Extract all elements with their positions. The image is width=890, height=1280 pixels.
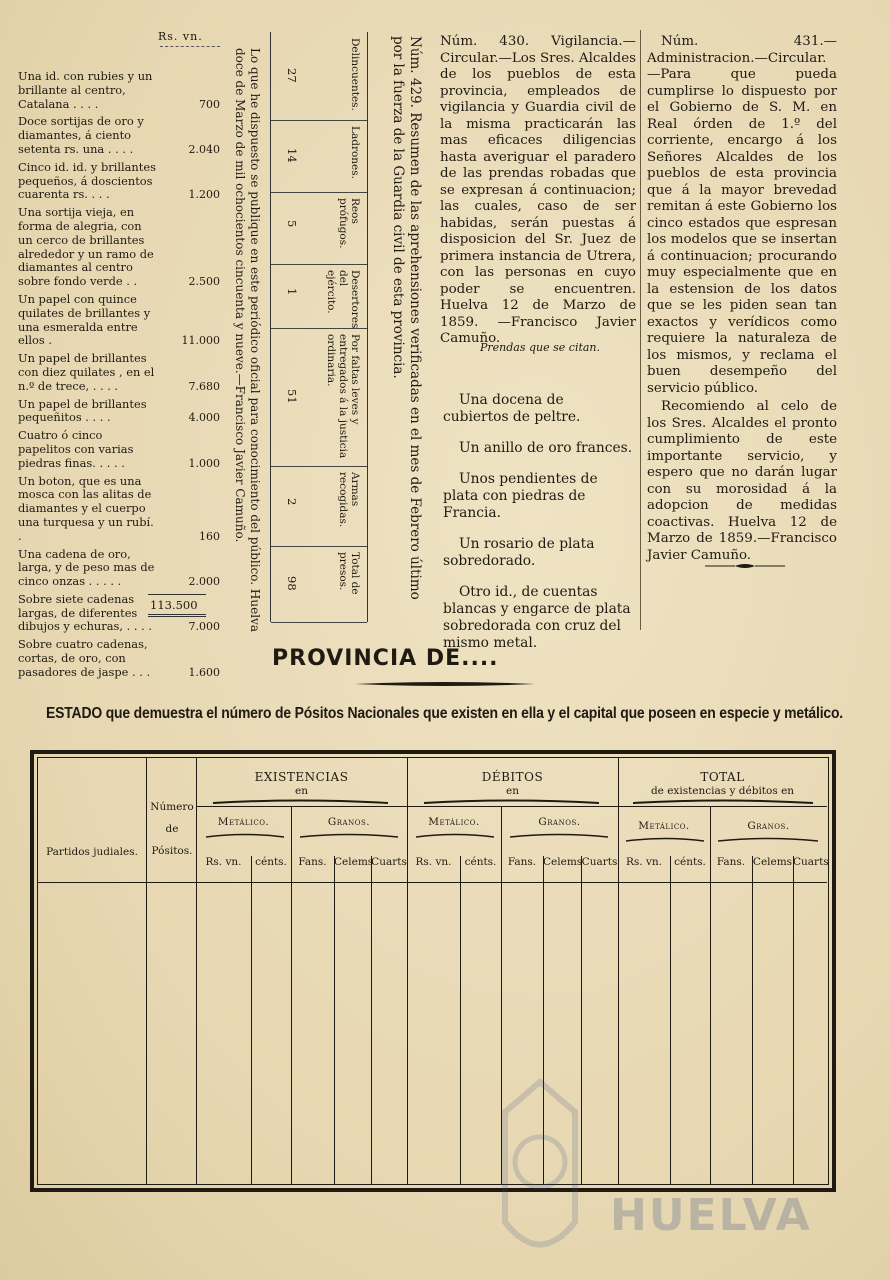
apprehension-value: 51 (285, 389, 299, 404)
item-description: Sobre cuatro cadenas, cortas, de oro, con pasadores de jaspe . . . (18, 637, 151, 679)
provincia-title: PROVINCIA DE.... (272, 646, 499, 671)
total-title: TOTAL (700, 770, 745, 784)
item-amount: 2.040 (188, 142, 220, 156)
leaf-column-header: Celems (543, 856, 583, 868)
archive-seal (485, 1072, 595, 1272)
valuation-item (18, 352, 228, 393)
apprehensions-table (270, 32, 368, 622)
provincia-rule (355, 681, 535, 687)
apprehension-value: 5 (285, 220, 299, 228)
leaf-column-header: Cuarts (581, 856, 618, 868)
apprehension-column (271, 264, 367, 329)
apprehension-column (271, 192, 367, 265)
item-amount: 700 (199, 97, 220, 111)
apprehension-label: Desertores del ejército. (325, 270, 361, 329)
prenda-item: Unos pendientes de plata con piedras de Francia. (443, 471, 598, 521)
valuation-item (18, 638, 228, 679)
total-sub: de existencias y débitos en (650, 785, 795, 797)
valuation-item (18, 548, 228, 589)
prenda-item: Un rosario de plata sobredorado. (443, 536, 595, 569)
brace (206, 832, 284, 838)
item-amount: 1.600 (188, 665, 220, 679)
apprehension-label: Total de presos. (337, 552, 361, 595)
prendas-title: Prendas que se citan. (480, 341, 601, 354)
debitos-title: DÉBITOS (481, 770, 544, 784)
col-line (251, 856, 252, 1184)
column-rule (640, 30, 641, 630)
existencias-title: EXISTENCIAS (254, 770, 349, 784)
item-description: Un boton, que es una mosca con las alitas de diamantes y el cuerpo una turquesa y un rubí. . (18, 473, 154, 543)
metalico-header: Metálico. (217, 816, 270, 828)
metalico-header: Metálico. (428, 816, 480, 828)
leaf-column-header: Celems (334, 856, 374, 868)
item-amount: 160 (199, 529, 220, 543)
item-description: Doce sortijas de oro y diamantes, á ciento setenta rs. una . . . . (18, 114, 144, 156)
apprehension-value: 1 (285, 288, 299, 296)
item-amount: 1.000 (188, 456, 220, 470)
granos-header: Granos. (747, 820, 790, 832)
leaf-column-header: Cuarts (371, 856, 407, 868)
brace (633, 798, 813, 804)
item-amount: 7.680 (188, 379, 220, 393)
debitos-sub: en (506, 785, 519, 797)
prendas-list (443, 392, 633, 666)
item-amount: 11.000 (181, 334, 220, 348)
apprehension-column (271, 466, 367, 547)
leaf-column-header: Celems (752, 856, 793, 868)
col-line (334, 856, 335, 1184)
leaf-column-header: Fans. (298, 856, 327, 868)
num431-paragraph-1: Núm. 431.—Administracion.—Circular.—Para que pueda cumplirse lo dispuesto por el Gobierno de S. M. en Real órden de 1.º del corriente, encargo á los Señores Alcaldes de los pueblos de esta provincia que á la mayor brevedad remitan á este Gobierno los cinco estados que espresan los modelos que se insertan á continuacion; procurando muy especialmente que en la estension de los datos que se les piden sean tan exactos y verídicos como requiere la naturaleza de los mismos, y reclama el buen desempeño del servicio público. (647, 34, 837, 396)
num431-column (647, 34, 837, 566)
col-line (670, 856, 671, 1184)
leaf-column-header: Fans. (507, 856, 537, 868)
valuation-item (18, 161, 228, 202)
partidos-header: Partidos judiales. (46, 846, 138, 858)
valuation-item (18, 206, 228, 289)
valuation-item (18, 115, 228, 156)
brace (416, 832, 494, 838)
col-line (793, 856, 794, 1184)
prenda-item: Otro id., de cuentas blancas y engarce de plata sobredorada con cruz del mismo metal. (443, 584, 631, 651)
leaf-column-header: Cuarts (793, 856, 829, 868)
item-amount: 2.000 (188, 575, 220, 589)
numero-header: Número de Pósitos. (150, 801, 194, 857)
leaf-column-header: Fans. (716, 856, 746, 868)
header-rule (160, 46, 220, 47)
apprehension-label: Ladrones. (349, 126, 361, 179)
positos-table (30, 750, 836, 1192)
apprehension-value: 98 (285, 576, 299, 591)
col-line (752, 856, 753, 1184)
brace (300, 832, 398, 838)
item-description: Una id. con rubies y un brillante al centro, Catalana . . . . (18, 69, 153, 111)
item-description: Cinco id. id. y brillantes pequeños, á doscientos cuarenta rs. . . . (18, 159, 156, 202)
num430-column (440, 34, 636, 348)
header-row-line (38, 882, 827, 883)
col-line (371, 856, 372, 1184)
valuation-item (18, 70, 228, 111)
apprehension-column (271, 328, 367, 467)
col-line (146, 758, 147, 1184)
apprehension-label: Delincuentes. (349, 38, 361, 111)
item-description: Sobre siete cadenas largas, de diferentes dibujos y echuras, . . . . (18, 591, 152, 634)
item-description: Un papel de brillantes pequeñitos . . . . (18, 396, 147, 425)
apprehension-label: Por faltas leves y entregados á la justicia ordinaria. (325, 334, 361, 459)
brace (510, 832, 608, 838)
leaf-column-header: Rs. vn. (625, 856, 662, 868)
apprehension-column (271, 32, 367, 121)
apprehension-column (271, 546, 367, 623)
watermark: HUELVA (610, 1190, 812, 1241)
item-amount: 1.200 (188, 188, 220, 202)
brace (424, 798, 599, 804)
item-amount: 4.000 (188, 411, 220, 425)
valuation-total: 113.500 (150, 598, 198, 612)
item-description: Una sortija vieja, en forma de alegria, con un cerco de brillantes alrededor y un ramo de diamantes al centro sobre fondo verde . . (18, 205, 154, 289)
num429-footer: Lo que he dispuesto se publique en este periódico oficial para conocimiento del público. Huelva doce de Marzo de mil ochocientos cincuenta y nueve.—Francisco Javier Camuño. (233, 48, 262, 632)
num430-text: Núm. 430. Vigilancia.—Circular.—Los Sres. Alcaldes de los pueblos de esta provincia, empleados de vigilancia y Guardia civil de la misma practicarán las mas eficaces diligencias hasta averiguar el paradero de las prendas robadas que se expresan á continuacion; las cuales, caso de ser habidas, serán puestas á disposicion del Sr. Juez de primera instancia de Utrera, con las personas en cuyo poder se encuentren. Huelva 12 de Marzo de 1859. —Francisco Javier Camuño. (440, 34, 636, 346)
brace (626, 836, 704, 842)
col-line (460, 856, 461, 1184)
brace (213, 798, 388, 804)
num429-heading: Núm. 429. Resumen de las aprehensiones verificadas en el mes de Febrero último por la fuerza de la Guardia civil de esta provincia. (390, 36, 423, 600)
apprehension-value: 27 (285, 68, 299, 83)
valuation-item (18, 475, 228, 544)
item-description: Cuatro ó cinco papelitos con varias piedras finas. . . . . (18, 428, 134, 470)
valuation-item (18, 429, 228, 470)
metalico-header: Metálico. (638, 820, 690, 832)
valuation-header: Rs. vn. (158, 30, 203, 43)
valuation-item (18, 398, 228, 426)
item-amount: 2.500 (188, 275, 220, 289)
apprehension-value: 14 (285, 148, 299, 163)
item-amount: 7.000 (188, 620, 220, 634)
leaf-column-header: Rs. vn. (205, 856, 242, 868)
positos-table-inner (37, 757, 829, 1185)
valuation-items (18, 70, 228, 684)
leaf-column-header: cénts. (255, 856, 287, 868)
granos-header: Granos. (538, 816, 581, 828)
brace (718, 836, 818, 842)
leaf-column-header: Rs. vn. (415, 856, 452, 868)
total-rule (148, 594, 206, 595)
apprehension-label: Armas recogidas. (337, 472, 361, 528)
leaf-column-header: cénts. (674, 856, 706, 868)
prenda-item: Una docena de cubiertos de peltre. (443, 392, 581, 425)
estado-title: ESTADO que demuestra el número de Pósitos Nacionales que existen en ella y el capital que poseen en especie y metálico. (46, 705, 844, 722)
valuation-item (18, 293, 228, 348)
apprehension-column (271, 120, 367, 193)
granos-header: Granos. (327, 816, 371, 828)
item-description: Un papel de brillantes con diez quilates , en el n.º de trece, . . . . (18, 351, 155, 393)
leaf-column-header: cénts. (464, 856, 497, 868)
ornament-rule (705, 562, 785, 570)
item-description: Un papel con quince quilates de brillantes y una esmeralda entre ellos . (18, 291, 151, 348)
apprehension-value: 2 (285, 498, 299, 506)
total-double-rule (148, 614, 206, 617)
item-description: Una cadena de oro, larga, y de peso mas de cinco onzas . . . . . (18, 546, 155, 589)
prenda-item: Un anillo de oro frances. (459, 440, 633, 456)
apprehension-label: Reos prófugos. (337, 198, 361, 249)
existencias-sub: en (295, 785, 308, 797)
row-line (196, 806, 827, 807)
num431-paragraph-2: Recomiendo al celo de los Sres. Alcaldes el pronto cumplimiento de este importante servicio, y espero que no darán lugar con su morosidad á la adopcion de medidas coactivas. Huelva 12 de Marzo de 1859.—Francisco Javier Camuño. (647, 399, 837, 563)
